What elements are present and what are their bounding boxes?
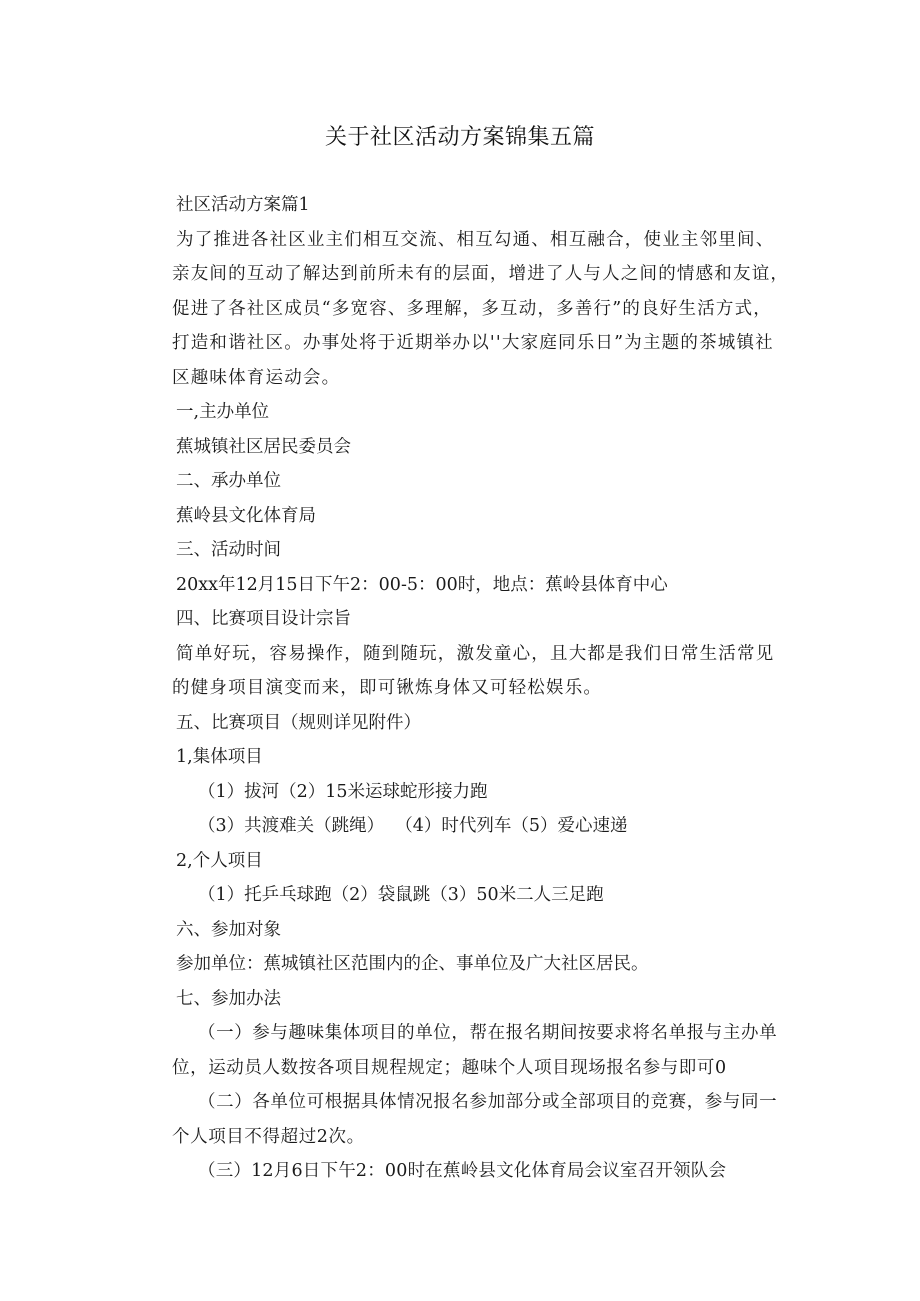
paragraph-method-2: （二）各单位可根据具体情况报名参加部分或全部项目的竞赛，参与同一个人项目不得超过2次。: [172, 1092, 778, 1147]
item-participants-heading: 六、参加对象: [176, 919, 281, 940]
document-body: [172, 188, 790, 1189]
item-organizer-value: 蕉城镇社区居民委员会: [176, 436, 351, 457]
paragraph-purpose: 简单好玩，容易操作，随到随玩，激发童心，且大都是我们日常生活常见的健身项目演变而来，即可锹炼身体又可轻松娱乐。: [172, 643, 775, 698]
item-undertaker-heading: 二、承办单位: [176, 471, 281, 491]
group-events-row-2: （3）共渡难关（跳绳） （4）时代列车（5）爱心速递: [198, 816, 628, 836]
item-time-value: 20xx年12月15日下午2：00-5：00时，地点：蕉岭县体育中心: [176, 574, 668, 595]
item-organizer-heading: 一,主办单位: [176, 402, 270, 422]
document-title: 关于社区活动方案锦集五篇: [324, 125, 595, 150]
item-time-heading: 三、活动时间: [176, 540, 281, 560]
section-heading: 社区活动方案篇1: [176, 195, 310, 215]
item-method-heading: 七、参加办法: [176, 988, 281, 1009]
item-undertaker-value: 蕉岭县文化体育局: [176, 505, 316, 526]
paragraph-method-1: （一）参与趣味集体项目的单位，帮在报名期间按要求将名单报与主办单位，运动员人数按各项目规程规定；趣味个人项目现场报名参与即可0: [172, 1023, 778, 1078]
individual-events-row: （1）托乒乓球跑（2）袋鼠跳（3）50米二人三足跑: [198, 885, 604, 905]
paragraph-method-3: （三）12月6日下午2：00时在蕉岭县文化体育局会议室召开领队会: [198, 1161, 727, 1181]
item-purpose-heading: 四、比赛项目设计宗旨: [176, 609, 351, 629]
item-individual-events: 2,个人项目: [176, 850, 263, 871]
item-participants-value: 参加单位：蕉城镇社区范围内的企、事单位及广大社区居民。: [176, 954, 649, 974]
item-events-heading: 五、比赛项目（规则详见附件）: [176, 712, 421, 733]
item-group-events: 1,集体项目: [176, 747, 263, 767]
paragraph-intro: 为了推进各社区业主们相互交流、相互勾通、相互融合，使业主邻里间、亲友间的互动了解达到前所未有的层面，增进了人与人之间的情感和友谊，促进了各社区成员“多宽容、多理解，多互动，多善行”的良好生活方式，打造和谐社区。办事处将于近期举办以''大家庭同乐日”为主题的茶城镇社区趣味体育运动会。: [172, 229, 790, 388]
group-events-row-1: （1）拔河（2）15米运球蛇形接力跑: [198, 781, 488, 802]
